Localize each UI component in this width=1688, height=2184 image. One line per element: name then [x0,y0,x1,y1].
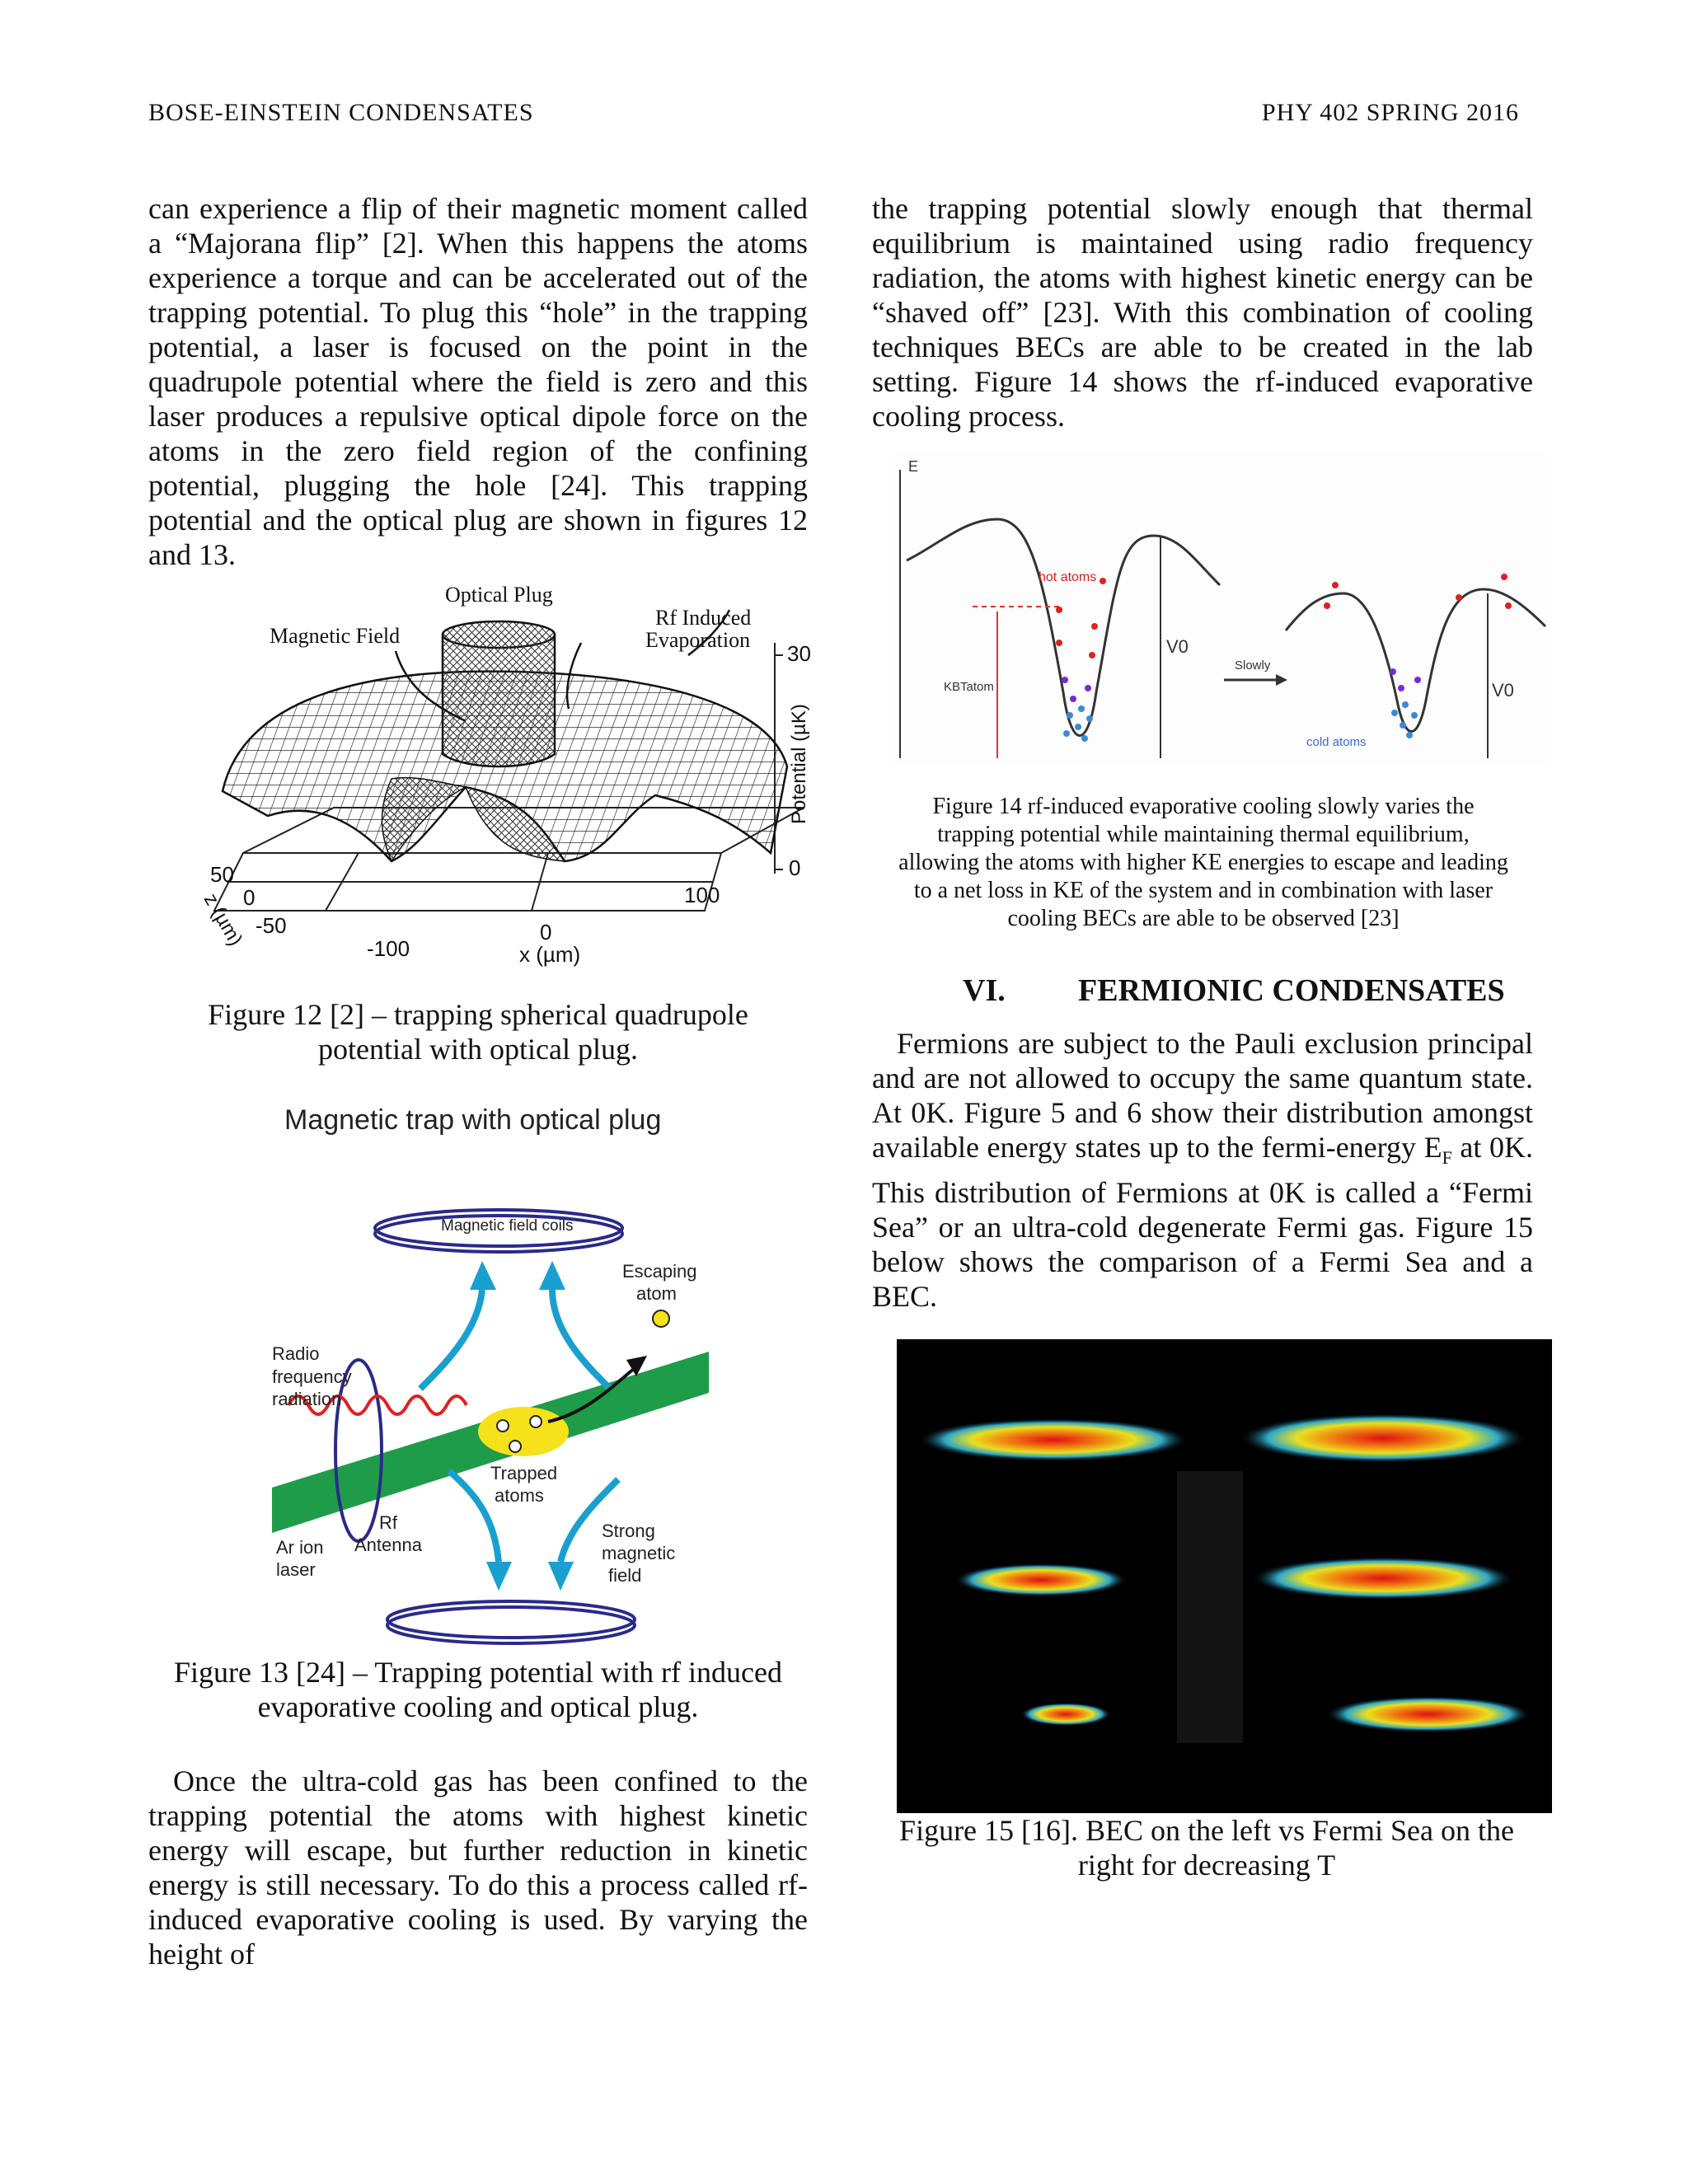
label-trapped-1: Trapped [490,1463,558,1483]
fermi-energy-subscript: F [1442,1147,1452,1169]
tick-potential-0: 0 [789,855,801,880]
running-header-left: BOSE-EINSTEIN CONDENSATES [148,99,534,126]
fermi-cloud-1 [1239,1413,1527,1463]
figure-14-caption-line4: to a net loss in KE of the system and in combination with laser [913,878,1493,903]
tick-x-0: 0 [540,920,552,944]
tick-x-100: 100 [684,883,720,907]
figure-14-caption-line5: cooling BECs are able to be observed [23] [1007,906,1400,931]
label-cold-atoms: cold atoms [1306,735,1367,749]
bec-cloud-2 [954,1563,1128,1596]
label-strong-2: magnetic [602,1543,676,1563]
fermi-cloud-2 [1251,1557,1515,1600]
figure-12-caption-line2: potential with optical plug. [318,1033,638,1066]
axis-label-z: z (µm) [199,889,247,950]
paragraph-fermions [872,1026,1533,1314]
axis-label-x: x (µm) [519,942,581,967]
bec-cloud-3 [1020,1703,1111,1726]
tick-z-0: 0 [243,885,256,910]
tick-x-neg100: -100 [367,936,410,961]
label-escaping-2: atom [636,1283,677,1304]
label-radio-3: radiation [272,1389,342,1409]
left-column-text-top [148,191,808,572]
figure-13-magnetic-trap-diagram [264,1092,725,1661]
figure-12-quadrupole-plot [194,577,828,972]
label-radio-2: frequency [272,1366,352,1387]
running-header-right: PHY 402 SPRING 2016 [1261,99,1519,126]
bec-cloud-1 [917,1418,1189,1461]
figure-12-caption [148,997,808,1066]
label-v0-left: V0 [1166,636,1189,657]
fermions-text-part2: at 0K. This distribution of Fermions at 0K is called a “Fermi Sea” or an ultra-cold degenerate Fermi gas. Figure 15 below shows the comparison of a Fermi Sea and a BEC. [872,1131,1533,1314]
section-number: VI. [963,973,1006,1008]
fermions-text-part1: Fermions are subject to the Pauli exclusion principal and are not allowed to occupy the same quantum state. At 0K. Figure 5 and 6 show their distribution amongst available energy states up to the fermi-energy E [872,1027,1533,1164]
figure-15-caption [872,1813,1541,1882]
label-hot-atoms: hot atoms [1039,570,1097,584]
fermi-cloud-3 [1325,1696,1531,1732]
label-strong-3: field [608,1565,642,1586]
label-arion-2: laser [276,1559,316,1580]
label-evaporation: Evaporation [645,628,751,652]
section-title: FERMIONIC CONDENSATES [1078,973,1505,1008]
right-column-text-top [872,191,1533,434]
paragraph-majorana: can experience a flip of their magnetic moment called a “Majorana flip” [2]. When this happens the atoms experience a torque and can be accelerated out of the trapping potential. To plug this “hole” in the trapping potential, a laser is focused on the point in the quadrupole potential where the field is zero and this laser produces a repulsive optical dipole force on the atoms in the zero field region of the confining potential, plugging the hole [24]. This trapping potential and the optical plug are shown in figures 12 and 13. [148,192,808,571]
label-rf-2: Antenna [354,1535,422,1555]
figure-13-title: Magnetic trap with optical plug [284,1104,662,1136]
label-optical-plug: Optical Plug [445,583,553,607]
figure-15-bec-vs-fermi-image [897,1339,1552,1813]
figure-14-caption-line1: Figure 14 rf-induced evaporative cooling slowly varies the [932,794,1475,819]
paragraph-evaporative-cooling: Once the ultra-cold gas has been confined to the trapping potential the atoms with highest kinetic energy will escape, but further reduction in kinetic energy is still necessary. To do this a process called rf-induced evaporative cooling is used. By varying the height of [148,1765,808,1971]
label-rf-1: Rf [379,1512,397,1533]
right-column-text-fermions [872,1026,1533,1314]
figure-13-caption-line1: Figure 13 [24] – Trapping potential with rf induced [174,1656,782,1689]
axis-label-potential: Potential (µK) [788,704,810,824]
label-magnetic-field: Magnetic Field [270,624,401,648]
figure-13-caption [148,1655,808,1724]
label-slowly: Slowly [1235,658,1271,673]
label-v0-right: V0 [1492,680,1514,701]
figure-15-caption-line2: right for decreasing T [1077,1849,1336,1882]
figure-14-evaporative-cooling-diagram [890,453,1550,766]
label-radio-1: Radio [272,1343,320,1364]
label-energy-axis: E [908,458,919,475]
figure-14-caption-line3: allowing the atoms with higher KE energies to escape and leading [898,850,1508,875]
left-column-text-bottom [148,1764,808,1971]
figure-13-caption-line2: evaporative cooling and optical plug. [257,1690,699,1723]
label-trapped-2: atoms [495,1485,544,1506]
paragraph-thermal-equilibrium: the trapping potential slowly enough that thermal equilibrium is maintained using radio frequency radiation, the atoms with highest kinetic energy can be “shaved off” [23]. With this combination of cooling techniques BECs are able to be created in the lab setting. Figure 14 shows the rf-induced evaporative cooling process. [872,192,1533,433]
label-arion-1: Ar ion [276,1537,324,1558]
tick-z-50: 50 [210,862,234,887]
label-coils: Magnetic field coils [441,1217,574,1235]
tick-z-neg50: -50 [256,913,287,938]
figure-14-caption [865,793,1541,933]
label-kbt: KBTatom [944,680,994,694]
label-escaping-1: Escaping [622,1261,697,1282]
figure-12-caption-line1: Figure 12 [2] – trapping spherical quadrupole [208,998,748,1031]
label-rf-induced: Rf Induced [655,606,752,630]
label-strong-1: Strong [602,1521,655,1541]
figure-15-caption-line1: Figure 15 [16]. BEC on the left vs Fermi Sea on the [899,1814,1514,1847]
tick-potential-30: 30 [787,641,811,666]
figure-14-caption-line2: trapping potential while maintaining thermal equilibrium, [937,822,1470,847]
